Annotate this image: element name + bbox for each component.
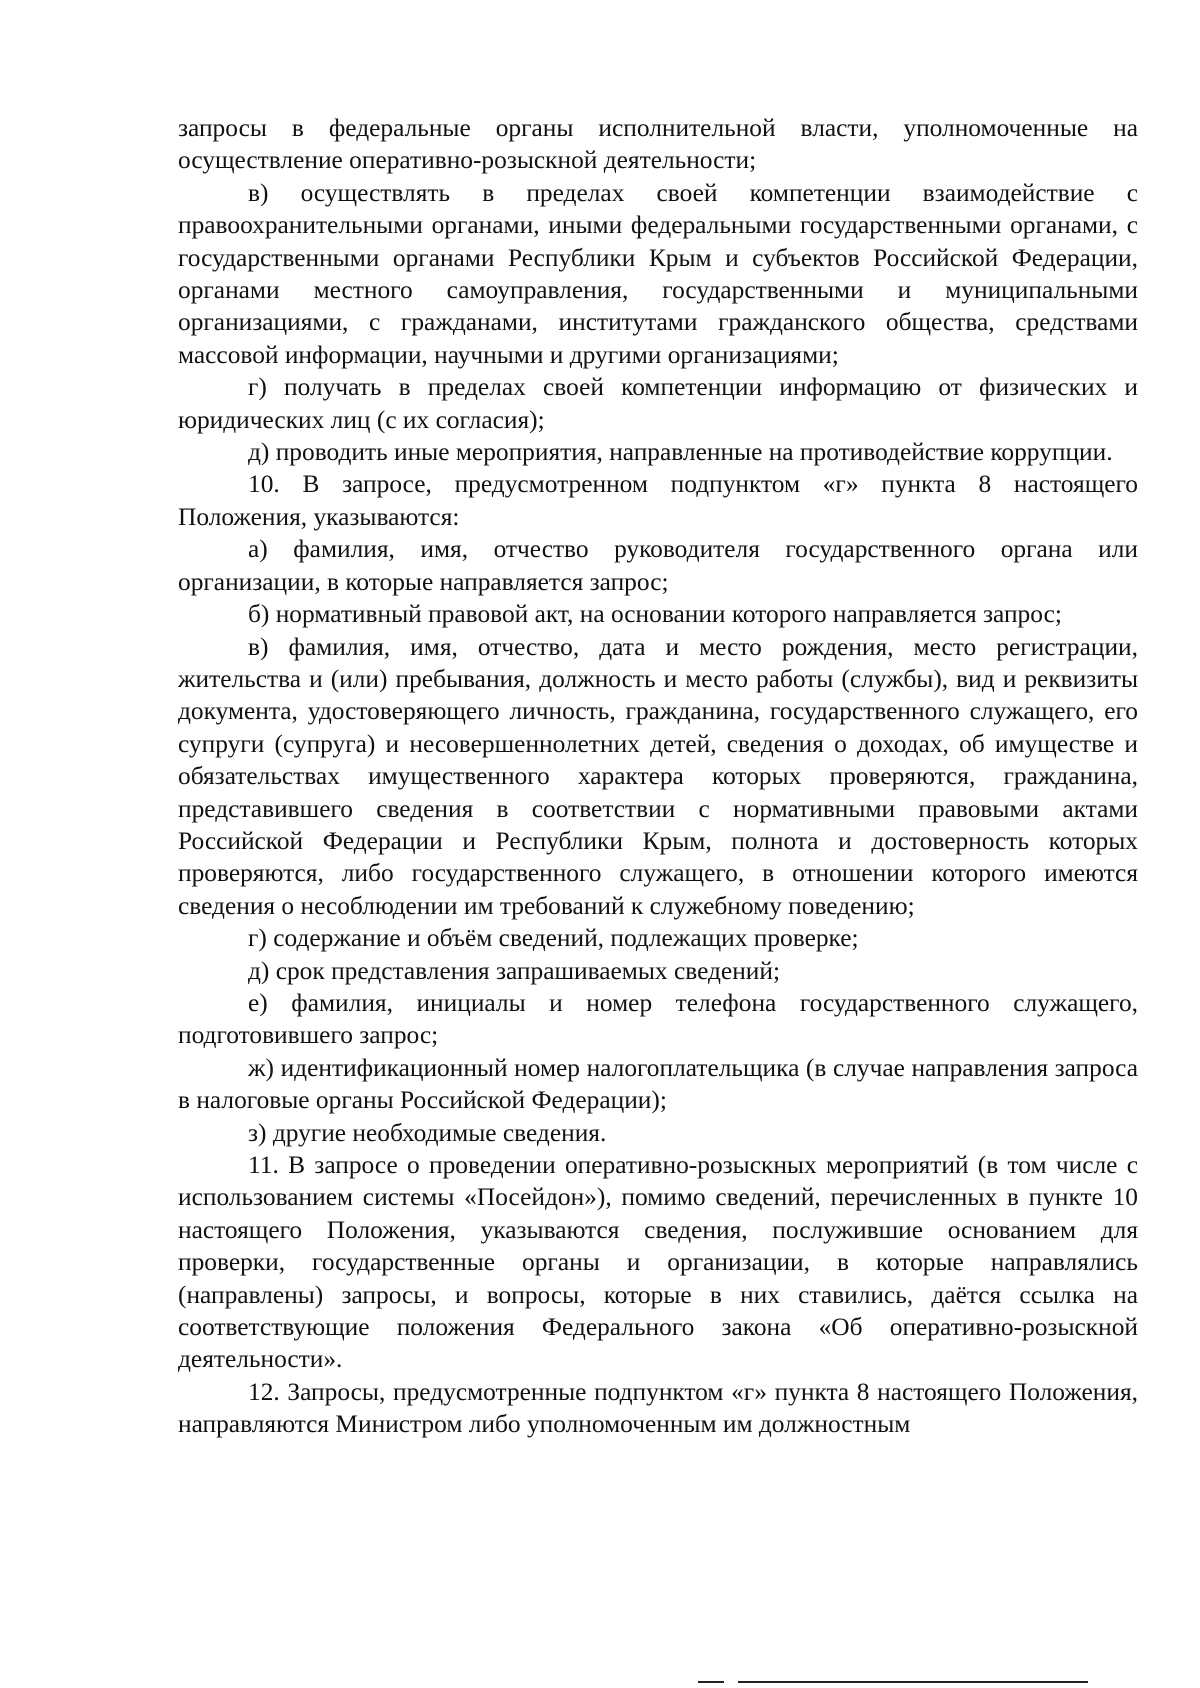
paragraph-clause-12: 12. Запросы, предусмотренные подпунктом «г» пункта 8 настоящего Положения, направляются Министром либо уполномоченным им должностным	[178, 1377, 1138, 1439]
paragraph-item-g-information: г) получать в пределах своей компетенции информацию от физических и юридических лиц (с их согласия);	[178, 373, 1138, 434]
paragraph-item-b-legal-act: б) нормативный правовой акт, на основании которого направляется запрос;	[248, 600, 1062, 629]
paragraph-item-g-content: г) содержание и объём сведений, подлежащих проверке;	[248, 924, 859, 953]
paragraph-item-v-interaction: в) осуществлять в пределах своей компетенции взаимодействие с правоохранительными органами, иными федеральными государственными органами, с государственными органами Республики Крым и субъектов Российской Федерации, органами местного самоуправления, государственными и муниципальными организациями, с гражданами, институтами гражданского общества, средствами массовой информации, научными и другими организациями;	[178, 178, 1138, 369]
paragraph-continuation: запросы в федеральные органы исполнительной власти, уполномоченные на осуществление оперативно-розыскной деятельности;	[178, 114, 1138, 175]
footer-divider-long	[738, 1681, 1088, 1683]
document-body	[178, 112, 1138, 1441]
paragraph-item-a-name: а) фамилия, имя, отчество руководителя государственного органа или организации, в которые направляется запрос;	[178, 535, 1138, 596]
paragraph-clause-11: 11. В запросе о проведении оперативно-розыскных мероприятий (в том числе с использованием системы «Посейдон»), помимо сведений, перечисленных в пункте 10 настоящего Положения, указываются сведения, послужившие основанием для проверки, государственные органы и организации, в которые направлялись (направлены) запросы, и вопросы, которые в них ставились, даётся ссылка на соответствующие положения Федерального закона «Об оперативно-розыскной деятельности».	[178, 1151, 1138, 1374]
paragraph-item-zh-inn: ж) идентификационный номер налогоплательщика (в случае направления запроса в налоговые органы Российской Федерации);	[178, 1053, 1138, 1115]
paragraph-clause-10: 10. В запросе, предусмотренном подпунктом «г» пункта 8 настоящего Положения, указываются:	[178, 470, 1138, 531]
paragraph-item-d-other-measures: д) проводить иные мероприятия, направленные на противодействие коррупции.	[248, 438, 1113, 467]
footer-divider-short	[698, 1681, 724, 1683]
paragraph-item-d-deadline: д) срок представления запрашиваемых сведений;	[248, 956, 781, 985]
paragraph-item-v-personal-data: в) фамилия, имя, отчество, дата и место рождения, место регистрации, жительства и (или) пребывания, должность и место работы (службы), вид и реквизиты документа, удостоверяющего личность, гражданина, государственного служащего, его супруги (супруга) и несовершеннолетних детей, сведения о доходах, об имуществе и обязательствах имущественного характера которых проверяются, гражданина, представившего сведения в соответствии с нормативными правовыми актами Российской Федерации и Республики Крым, полнота и достоверность которых проверяются, либо государственного служащего, в отношении которого имеются сведения о несоблюдении им требований к служебному поведению;	[178, 632, 1138, 920]
paragraph-item-z-other: з) другие необходимые сведения.	[248, 1118, 607, 1147]
paragraph-item-e-initials: е) фамилия, инициалы и номер телефона государственного служащего, подготовившего запрос;	[178, 988, 1138, 1050]
